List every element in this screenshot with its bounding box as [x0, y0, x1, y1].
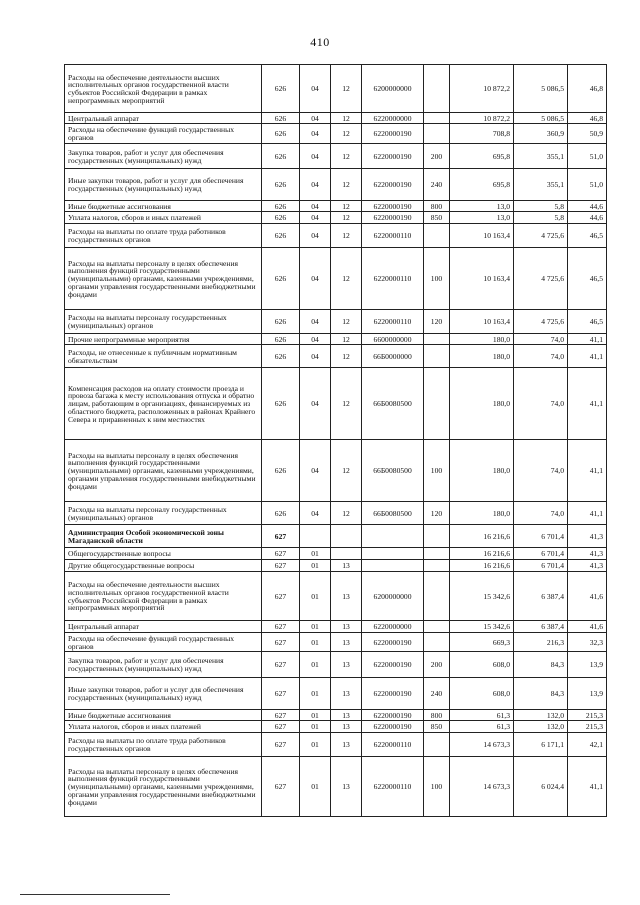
subsection-cell: 12 [331, 169, 362, 201]
row-name-cell: Компенсация расходов на оплату стоимости проезда и провоза багажа к месту использования отпуска и обратно лицам, работающим в организациях, финансируемых из областного бюджета, расположенных в районах Крайнего Севера и приравненных к ним местностях [65, 368, 262, 440]
target-article-cell: 6220000190 [362, 710, 424, 721]
execution-percent-cell: 50,9 [568, 124, 607, 144]
execution-percent-cell: 41,6 [568, 572, 607, 621]
subsection-cell: 12 [331, 144, 362, 169]
section-cell: 04 [300, 248, 331, 310]
execution-percent-cell: 46,5 [568, 224, 607, 248]
row-name-cell: Иные закупки товаров, работ и услуг для обеспечения государственных (муниципальных) нужд [65, 169, 262, 201]
plan-amount-cell: 608,0 [450, 652, 514, 678]
actual-amount-cell: 6 387,4 [514, 572, 568, 621]
table-row [65, 652, 607, 678]
target-article-cell: 6220000190 [362, 652, 424, 678]
ved-cell: 626 [262, 502, 300, 525]
ved-cell: 626 [262, 248, 300, 310]
target-article-cell: 6220000190 [362, 201, 424, 212]
ved-cell: 627 [262, 633, 300, 652]
table-row [65, 345, 607, 368]
section-cell: 04 [300, 201, 331, 212]
table-row [65, 368, 607, 440]
execution-percent-cell: 44,6 [568, 201, 607, 212]
actual-amount-cell: 355,1 [514, 169, 568, 201]
plan-amount-cell: 608,0 [450, 678, 514, 710]
subsection-cell: 13 [331, 733, 362, 757]
row-name-cell: Администрация Особой экономической зоны Магаданской области [65, 525, 262, 548]
subsection-cell: 12 [331, 334, 362, 345]
page-number: 410 [310, 35, 330, 49]
section-cell: 04 [300, 368, 331, 440]
row-name-cell: Расходы на обеспечение функций государственных органов [65, 633, 262, 652]
plan-amount-cell: 10 163,4 [450, 248, 514, 310]
plan-amount-cell: 180,0 [450, 345, 514, 368]
section-cell: 04 [300, 124, 331, 144]
execution-percent-cell: 41,1 [568, 345, 607, 368]
execution-percent-cell: 51,0 [568, 169, 607, 201]
section-cell: 04 [300, 345, 331, 368]
row-name-cell: Другие общегосударственные вопросы [65, 560, 262, 572]
row-name-cell: Расходы на обеспечение деятельности высших исполнительных органов государственной власти субъектов Российской Федерации в рамках непрограммных мероприятий [65, 65, 262, 113]
actual-amount-cell: 74,0 [514, 368, 568, 440]
table-row [65, 733, 607, 757]
actual-amount-cell: 4 725,6 [514, 310, 568, 334]
plan-amount-cell: 61,3 [450, 710, 514, 721]
row-name-cell: Иные бюджетные ассигнования [65, 201, 262, 212]
section-cell: 01 [300, 548, 331, 560]
target-article-cell: 66Б0000000 [362, 345, 424, 368]
expense-type-cell: 850 [424, 212, 450, 224]
table-row [65, 560, 607, 572]
ved-cell: 627 [262, 572, 300, 621]
subsection-cell: 12 [331, 124, 362, 144]
target-article-cell: 6220000190 [362, 678, 424, 710]
subsection-cell: 13 [331, 678, 362, 710]
execution-percent-cell: 41,3 [568, 525, 607, 548]
subsection-cell: 13 [331, 652, 362, 678]
subsection-cell: 12 [331, 440, 362, 502]
table-row [65, 633, 607, 652]
actual-amount-cell: 132,0 [514, 721, 568, 733]
expense-type-cell [424, 621, 450, 633]
plan-amount-cell: 180,0 [450, 440, 514, 502]
row-name-cell: Расходы на выплаты персоналу государственных (муниципальных) органов [65, 310, 262, 334]
ved-cell: 626 [262, 310, 300, 334]
ved-cell: 627 [262, 621, 300, 633]
execution-percent-cell: 46,8 [568, 65, 607, 113]
ved-cell: 626 [262, 345, 300, 368]
plan-amount-cell: 695,8 [450, 169, 514, 201]
expense-type-cell [424, 548, 450, 560]
expense-type-cell [424, 633, 450, 652]
execution-percent-cell: 41,1 [568, 368, 607, 440]
target-article-cell: 66Б0080500 [362, 440, 424, 502]
expense-type-cell: 100 [424, 440, 450, 502]
actual-amount-cell: 360,9 [514, 124, 568, 144]
section-cell: 01 [300, 652, 331, 678]
actual-amount-cell: 6 701,4 [514, 525, 568, 548]
plan-amount-cell: 695,8 [450, 144, 514, 169]
plan-amount-cell: 180,0 [450, 334, 514, 345]
actual-amount-cell: 5,8 [514, 212, 568, 224]
target-article-cell: 66Б0080500 [362, 368, 424, 440]
row-name-cell: Расходы на выплаты по оплате труда работников государственных органов [65, 224, 262, 248]
section-cell: 01 [300, 721, 331, 733]
row-name-cell: Расходы на обеспечение деятельности высших исполнительных органов государственной власти субъектов Российской Федерации в рамках непрограммных мероприятий [65, 572, 262, 621]
plan-amount-cell: 180,0 [450, 502, 514, 525]
execution-percent-cell: 41,3 [568, 560, 607, 572]
expense-type-cell [424, 113, 450, 124]
target-article-cell [362, 560, 424, 572]
row-name-cell: Центральный аппарат [65, 621, 262, 633]
section-cell: 04 [300, 144, 331, 169]
subsection-cell: 13 [331, 710, 362, 721]
section-cell: 04 [300, 169, 331, 201]
target-article-cell: 6220000110 [362, 310, 424, 334]
execution-percent-cell: 41,1 [568, 334, 607, 345]
target-article-cell: 6220000190 [362, 169, 424, 201]
subsection-cell: 12 [331, 502, 362, 525]
expense-type-cell: 120 [424, 310, 450, 334]
actual-amount-cell: 74,0 [514, 345, 568, 368]
ved-cell: 626 [262, 440, 300, 502]
table-row [65, 525, 607, 548]
target-article-cell: 6220000190 [362, 633, 424, 652]
section-cell: 04 [300, 310, 331, 334]
ved-cell: 627 [262, 710, 300, 721]
ved-cell: 626 [262, 124, 300, 144]
subsection-cell: 13 [331, 757, 362, 817]
section-cell: 01 [300, 757, 331, 817]
section-cell: 04 [300, 113, 331, 124]
expense-type-cell: 240 [424, 678, 450, 710]
plan-amount-cell: 15 342,6 [450, 572, 514, 621]
ved-cell: 627 [262, 548, 300, 560]
row-name-cell: Расходы на обеспечение функций государственных органов [65, 124, 262, 144]
expense-type-cell [424, 733, 450, 757]
row-name-cell: Расходы, не отнесенные к публичным нормативным обязательствам [65, 345, 262, 368]
execution-percent-cell: 46,8 [568, 113, 607, 124]
ved-cell: 626 [262, 334, 300, 345]
subsection-cell: 13 [331, 572, 362, 621]
target-article-cell: 6220000000 [362, 621, 424, 633]
plan-amount-cell: 16 216,6 [450, 548, 514, 560]
row-name-cell: Закупка товаров, работ и услуг для обеспечения государственных (муниципальных) нужд [65, 652, 262, 678]
subsection-cell [331, 548, 362, 560]
actual-amount-cell: 6 387,4 [514, 621, 568, 633]
ved-cell: 626 [262, 368, 300, 440]
section-cell: 04 [300, 334, 331, 345]
plan-amount-cell: 10 872,2 [450, 113, 514, 124]
plan-amount-cell: 16 216,6 [450, 560, 514, 572]
section-cell: 01 [300, 633, 331, 652]
execution-percent-cell: 13,9 [568, 652, 607, 678]
row-name-cell: Уплата налогов, сборов и иных платежей [65, 212, 262, 224]
table-row [65, 65, 607, 113]
row-name-cell: Закупка товаров, работ и услуг для обеспечения государственных (муниципальных) нужд [65, 144, 262, 169]
table-row [65, 169, 607, 201]
row-name-cell: Общегосударственные вопросы [65, 548, 262, 560]
ved-cell: 627 [262, 652, 300, 678]
subsection-cell: 12 [331, 224, 362, 248]
subsection-cell: 12 [331, 65, 362, 113]
table-row [65, 334, 607, 345]
row-name-cell: Центральный аппарат [65, 113, 262, 124]
execution-percent-cell: 46,5 [568, 248, 607, 310]
section-cell: 04 [300, 65, 331, 113]
row-name-cell: Расходы на выплаты персоналу в целях обеспечения выполнения функций государственными (муниципальными) органами, казенными учреждениями, органами управления государственными внебюджетными фондами [65, 248, 262, 310]
execution-percent-cell: 41,6 [568, 621, 607, 633]
row-name-cell: Расходы на выплаты персоналу в целях обеспечения выполнения функций государственными (муниципальными) органами, казенными учреждениями, органами управления государственными внебюджетными фондами [65, 757, 262, 817]
actual-amount-cell: 355,1 [514, 144, 568, 169]
target-article-cell: 6200000000 [362, 65, 424, 113]
table-row [65, 212, 607, 224]
section-cell: 01 [300, 733, 331, 757]
target-article-cell: 6220000190 [362, 144, 424, 169]
plan-amount-cell: 10 163,4 [450, 224, 514, 248]
execution-percent-cell: 41,1 [568, 502, 607, 525]
section-cell: 01 [300, 572, 331, 621]
row-name-cell: Уплата налогов, сборов и иных платежей [65, 721, 262, 733]
expense-type-cell [424, 334, 450, 345]
actual-amount-cell: 4 725,6 [514, 248, 568, 310]
table-row [65, 678, 607, 710]
actual-amount-cell: 216,3 [514, 633, 568, 652]
table-row [65, 310, 607, 334]
target-article-cell: 6220000190 [362, 124, 424, 144]
ved-cell: 627 [262, 560, 300, 572]
row-name-cell: Расходы на выплаты по оплате труда работников государственных органов [65, 733, 262, 757]
target-article-cell [362, 548, 424, 560]
subsection-cell: 12 [331, 368, 362, 440]
section-cell: 01 [300, 678, 331, 710]
plan-amount-cell: 61,3 [450, 721, 514, 733]
ved-cell: 626 [262, 212, 300, 224]
target-article-cell: 6220000110 [362, 248, 424, 310]
ved-cell: 627 [262, 678, 300, 710]
subsection-cell: 12 [331, 310, 362, 334]
table-row [65, 502, 607, 525]
ved-cell: 626 [262, 169, 300, 201]
execution-percent-cell: 32,3 [568, 633, 607, 652]
expense-type-cell [424, 224, 450, 248]
row-name-cell: Иные закупки товаров, работ и услуг для обеспечения государственных (муниципальных) нужд [65, 678, 262, 710]
table-row [65, 721, 607, 733]
budget-execution-table [64, 64, 607, 817]
table-row [65, 440, 607, 502]
plan-amount-cell: 13,0 [450, 212, 514, 224]
plan-amount-cell: 708,8 [450, 124, 514, 144]
target-article-cell: 6600000000 [362, 334, 424, 345]
execution-percent-cell: 51,0 [568, 144, 607, 169]
execution-percent-cell: 42,1 [568, 733, 607, 757]
expense-type-cell [424, 345, 450, 368]
plan-amount-cell: 14 673,3 [450, 757, 514, 817]
actual-amount-cell: 4 725,6 [514, 224, 568, 248]
expense-type-cell: 100 [424, 757, 450, 817]
expense-type-cell [424, 368, 450, 440]
execution-percent-cell: 215,3 [568, 710, 607, 721]
ved-cell: 627 [262, 757, 300, 817]
table-row [65, 548, 607, 560]
actual-amount-cell: 5,8 [514, 201, 568, 212]
actual-amount-cell: 6 701,4 [514, 560, 568, 572]
execution-percent-cell: 44,6 [568, 212, 607, 224]
ved-cell: 626 [262, 201, 300, 212]
table-body [65, 65, 607, 817]
execution-percent-cell: 41,1 [568, 757, 607, 817]
row-name-cell: Расходы на выплаты персоналу государственных (муниципальных) органов [65, 502, 262, 525]
table-row [65, 113, 607, 124]
table-row [65, 144, 607, 169]
subsection-cell [331, 525, 362, 548]
actual-amount-cell: 132,0 [514, 710, 568, 721]
table-row [65, 201, 607, 212]
subsection-cell: 12 [331, 113, 362, 124]
subsection-cell: 12 [331, 248, 362, 310]
ved-cell: 626 [262, 144, 300, 169]
row-name-cell: Иные бюджетные ассигнования [65, 710, 262, 721]
plan-amount-cell: 16 216,6 [450, 525, 514, 548]
table-row [65, 757, 607, 817]
table-row [65, 710, 607, 721]
ved-cell: 626 [262, 113, 300, 124]
actual-amount-cell: 84,3 [514, 652, 568, 678]
execution-percent-cell: 41,3 [568, 548, 607, 560]
expense-type-cell [424, 525, 450, 548]
section-cell: 04 [300, 212, 331, 224]
plan-amount-cell: 10 872,2 [450, 65, 514, 113]
subsection-cell: 13 [331, 721, 362, 733]
ved-cell: 626 [262, 224, 300, 248]
expense-type-cell: 800 [424, 201, 450, 212]
actual-amount-cell: 6 171,1 [514, 733, 568, 757]
row-name-cell: Расходы на выплаты персоналу в целях обеспечения выполнения функций государственными (муниципальными) органами, казенными учреждениями, органами управления государственными внебюджетными фондами [65, 440, 262, 502]
expense-type-cell [424, 572, 450, 621]
subsection-cell: 12 [331, 345, 362, 368]
expense-type-cell [424, 124, 450, 144]
ved-cell: 627 [262, 721, 300, 733]
section-cell: 04 [300, 502, 331, 525]
actual-amount-cell: 5 086,5 [514, 65, 568, 113]
table-row [65, 124, 607, 144]
target-article-cell: 6220000110 [362, 757, 424, 817]
target-article-cell: 6220000190 [362, 721, 424, 733]
expense-type-cell: 800 [424, 710, 450, 721]
actual-amount-cell: 74,0 [514, 440, 568, 502]
plan-amount-cell: 180,0 [450, 368, 514, 440]
actual-amount-cell: 84,3 [514, 678, 568, 710]
plan-amount-cell: 10 163,4 [450, 310, 514, 334]
actual-amount-cell: 6 701,4 [514, 548, 568, 560]
actual-amount-cell: 74,0 [514, 334, 568, 345]
table-row [65, 572, 607, 621]
expense-type-cell: 200 [424, 144, 450, 169]
expense-type-cell: 120 [424, 502, 450, 525]
execution-percent-cell: 215,3 [568, 721, 607, 733]
target-article-cell: 6220000000 [362, 113, 424, 124]
target-article-cell: 66Б0080500 [362, 502, 424, 525]
execution-percent-cell: 46,5 [568, 310, 607, 334]
ved-cell: 627 [262, 525, 300, 548]
table-row [65, 248, 607, 310]
target-article-cell: 6200000000 [362, 572, 424, 621]
plan-amount-cell: 13,0 [450, 201, 514, 212]
ved-cell: 627 [262, 733, 300, 757]
actual-amount-cell: 6 024,4 [514, 757, 568, 817]
section-cell [300, 525, 331, 548]
section-cell: 01 [300, 621, 331, 633]
section-cell: 01 [300, 710, 331, 721]
footnote-separator [20, 894, 170, 895]
expense-type-cell: 850 [424, 721, 450, 733]
actual-amount-cell: 74,0 [514, 502, 568, 525]
subsection-cell: 13 [331, 560, 362, 572]
expense-type-cell: 100 [424, 248, 450, 310]
subsection-cell: 13 [331, 621, 362, 633]
ved-cell: 626 [262, 65, 300, 113]
subsection-cell: 12 [331, 212, 362, 224]
target-article-cell [362, 525, 424, 548]
table-row [65, 224, 607, 248]
actual-amount-cell: 5 086,5 [514, 113, 568, 124]
plan-amount-cell: 669,3 [450, 633, 514, 652]
target-article-cell: 6220000110 [362, 733, 424, 757]
row-name-cell: Прочие непрограммные мероприятия [65, 334, 262, 345]
expense-type-cell: 200 [424, 652, 450, 678]
execution-percent-cell: 13,9 [568, 678, 607, 710]
subsection-cell: 13 [331, 633, 362, 652]
section-cell: 04 [300, 224, 331, 248]
subsection-cell: 12 [331, 201, 362, 212]
expense-type-cell: 240 [424, 169, 450, 201]
expense-type-cell [424, 65, 450, 113]
plan-amount-cell: 15 342,6 [450, 621, 514, 633]
execution-percent-cell: 41,1 [568, 440, 607, 502]
section-cell: 04 [300, 440, 331, 502]
target-article-cell: 6220000190 [362, 212, 424, 224]
plan-amount-cell: 14 673,3 [450, 733, 514, 757]
expense-type-cell [424, 560, 450, 572]
table-row [65, 621, 607, 633]
target-article-cell: 6220000110 [362, 224, 424, 248]
section-cell: 01 [300, 560, 331, 572]
